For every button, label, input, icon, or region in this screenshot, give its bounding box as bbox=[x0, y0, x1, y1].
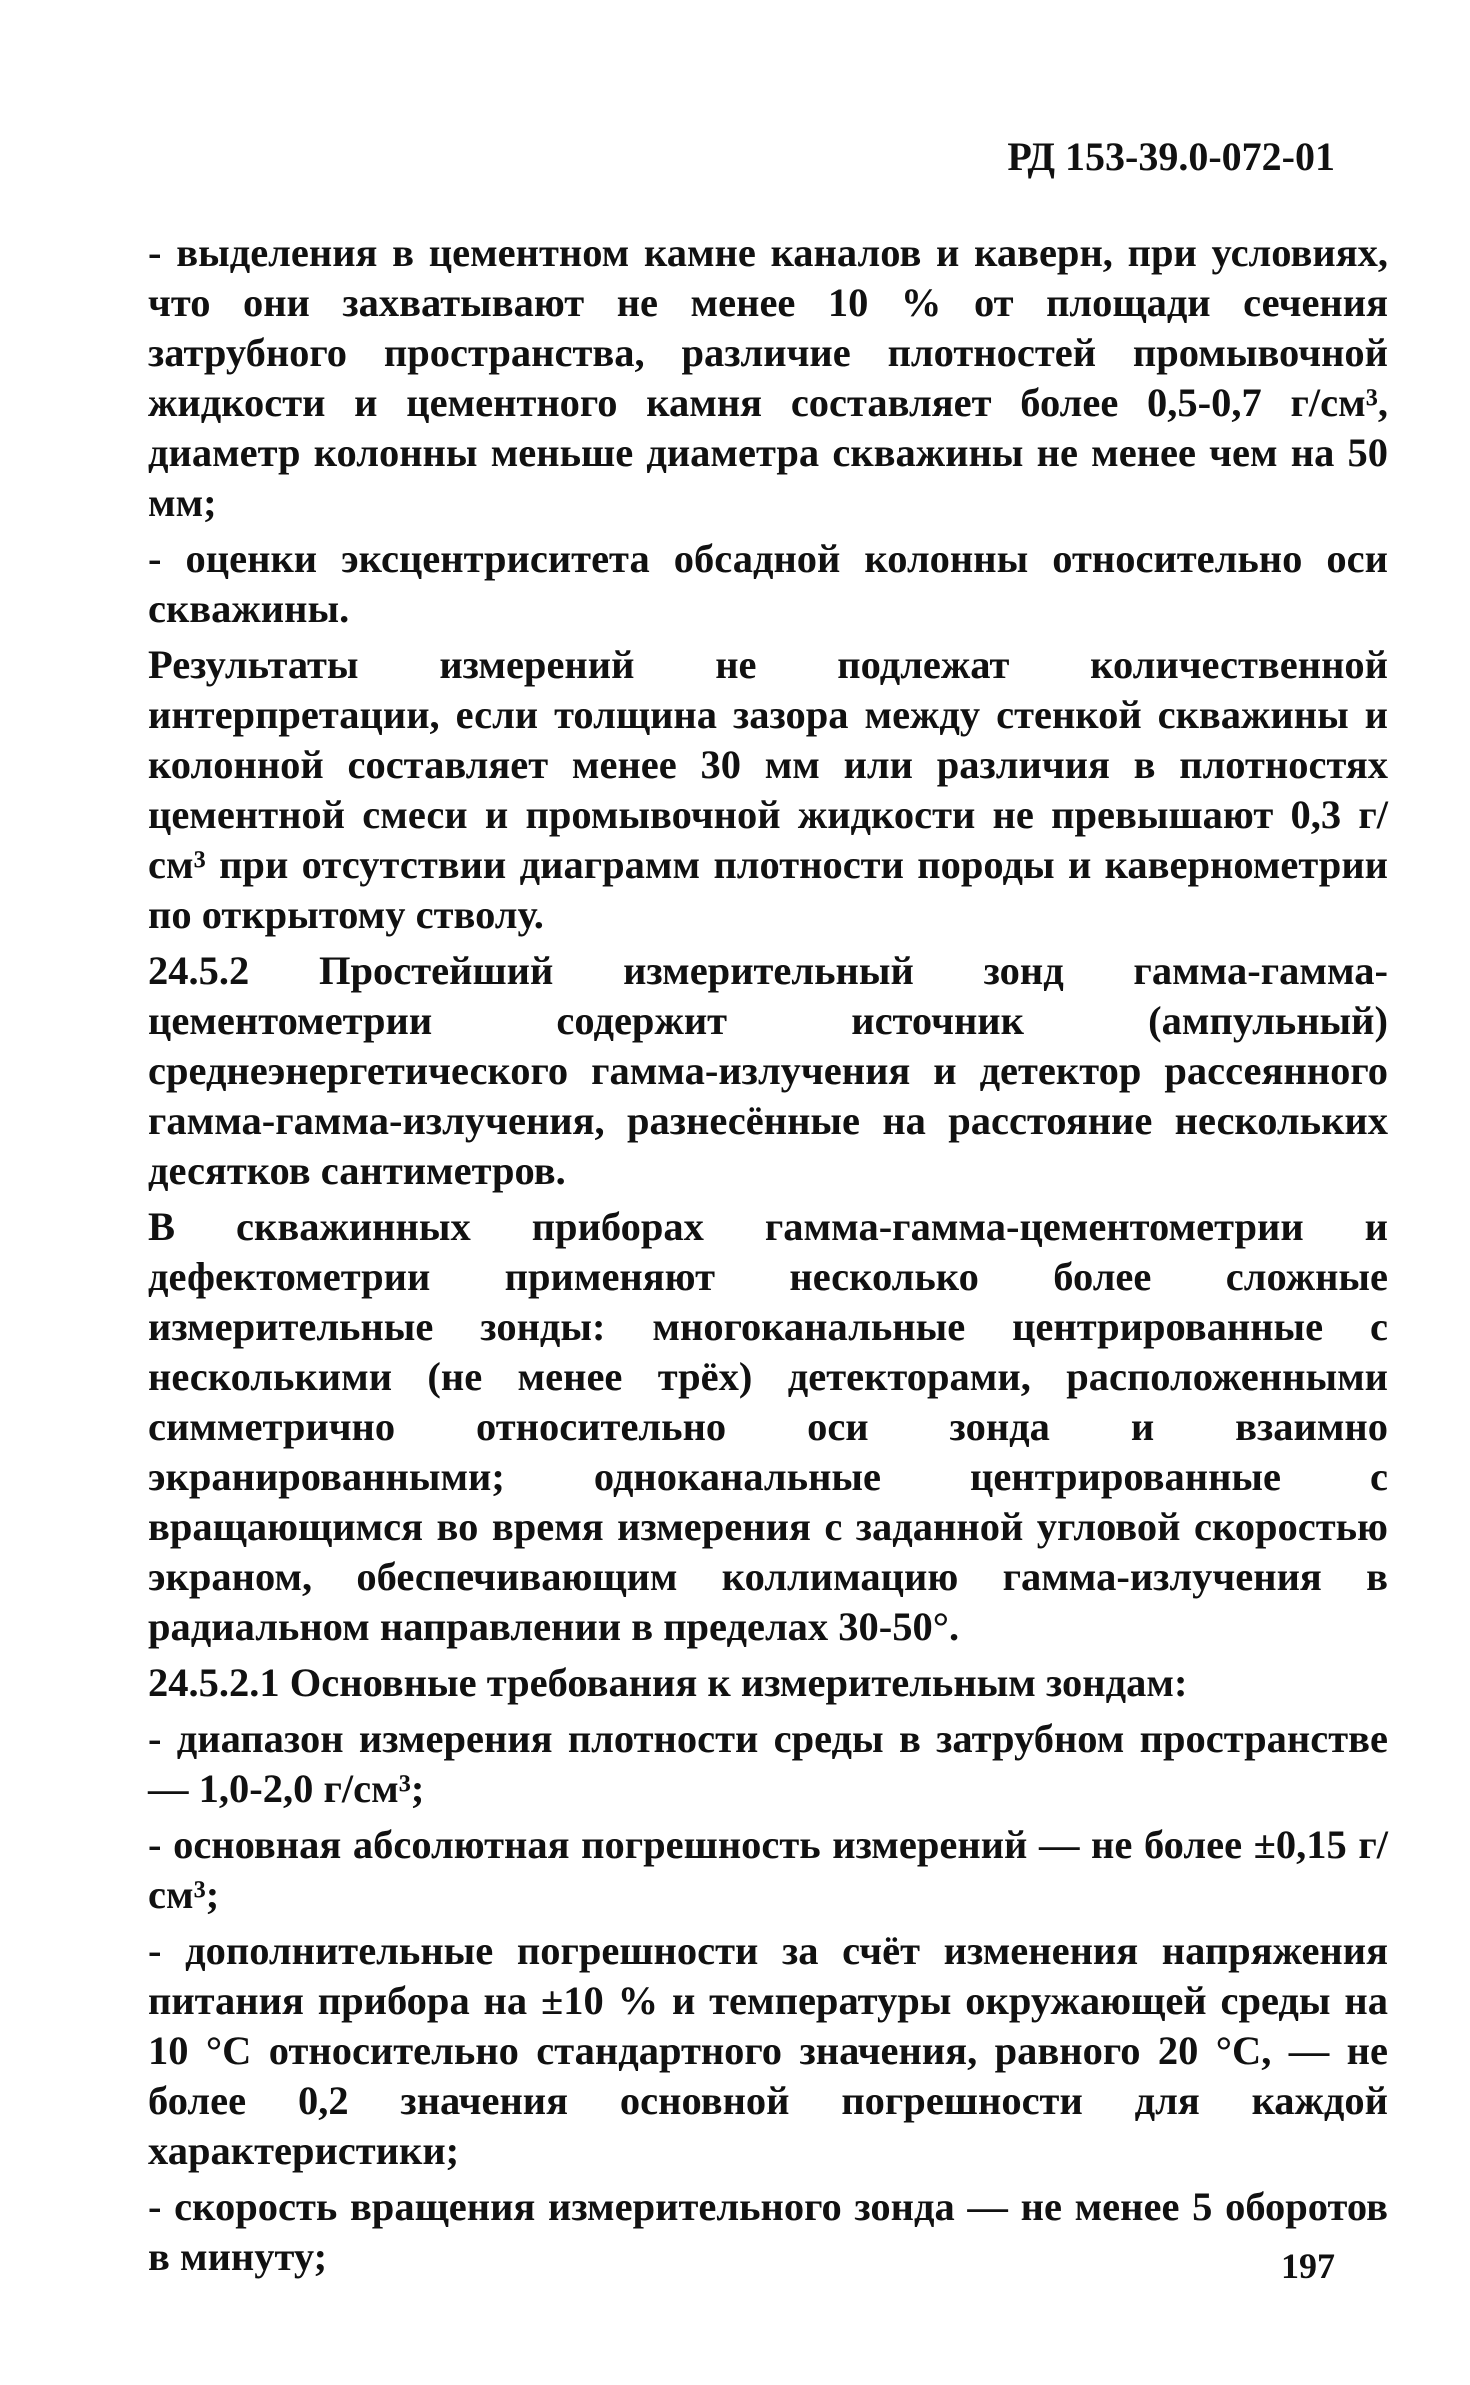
document-code: РД 153-39.0-072-01 bbox=[1007, 134, 1335, 179]
paragraph-bullet-eccentricity: - оценки эксцентриситета обсадной колонны относительно оси скважины. bbox=[148, 536, 1388, 631]
paragraph-bullet-channels: - выделения в цементном камне каналов и каверн, при условиях, что они захватывают не менее 10 % от площади сечения затрубного пространства, различие плотностей промывочной жидкости и цементного камня составляет более 0,5-0,7 г/см³, диаметр колонны меньше диаметра скважины не менее чем на 50 мм; bbox=[148, 230, 1388, 525]
paragraph-bullet-rotation: - скорость вращения измерительного зонда — не менее 5 оборотов в минуту; bbox=[148, 2184, 1388, 2279]
paragraph-bullet-additional-errors: - дополнительные погрешности за счёт изменения напряжения питания прибора на ±10 % и температуры окружающей среды на 10 °С относительно стандартного значения, равного 20 °С, — не более 0,2 значения основной погрешности для каждой характеристики; bbox=[148, 1928, 1388, 2173]
paragraph-24-5-2: 24.5.2 Простейший измерительный зонд гамма-гамма-цементометрии содержит источник (ампульный) среднеэнергетического гамма-излучения и детектор рассеянного гамма-гамма-излучения, разнесённые на расстояние нескольких десятков сантиметров. bbox=[148, 948, 1388, 1193]
paragraph-24-5-2-1: 24.5.2.1 Основные требования к измерительным зондам: bbox=[148, 1660, 1188, 1705]
document-body bbox=[148, 228, 1388, 2282]
paragraph-bullet-range: - диапазон измерения плотности среды в затрубном пространстве — 1,0-2,0 г/см³; bbox=[148, 1716, 1388, 1811]
paragraph-devices: В скважинных приборах гамма-гамма-цементометрии и дефектометрии применяют несколько более сложные измерительные зонды: многоканальные центрированные с несколькими (не менее трёх) детекторами, расположенными симметрично относительно оси зонда и взаимно экранированными; одноканальные центрированные с вращающимся во время измерения с заданной угловой скоростью экраном, обеспечивающим коллимацию гамма-излучения в радиальном направлении в пределах 30-50°. bbox=[148, 1204, 1388, 1649]
page-number: 197 bbox=[1281, 2246, 1335, 2286]
paragraph-bullet-error: - основная абсолютная погрешность измерений — не более ±0,15 г/см³; bbox=[148, 1822, 1388, 1917]
paragraph-results: Результаты измерений не подлежат количественной интерпретации, если толщина зазора между стенкой скважины и колонной составляет менее 30 мм или различия в плотностях цементной смеси и промывочной жидкости не превышают 0,3 г/см³ при отсутствии диаграмм плотности породы и кавернометрии по открытому стволу. bbox=[148, 642, 1388, 937]
